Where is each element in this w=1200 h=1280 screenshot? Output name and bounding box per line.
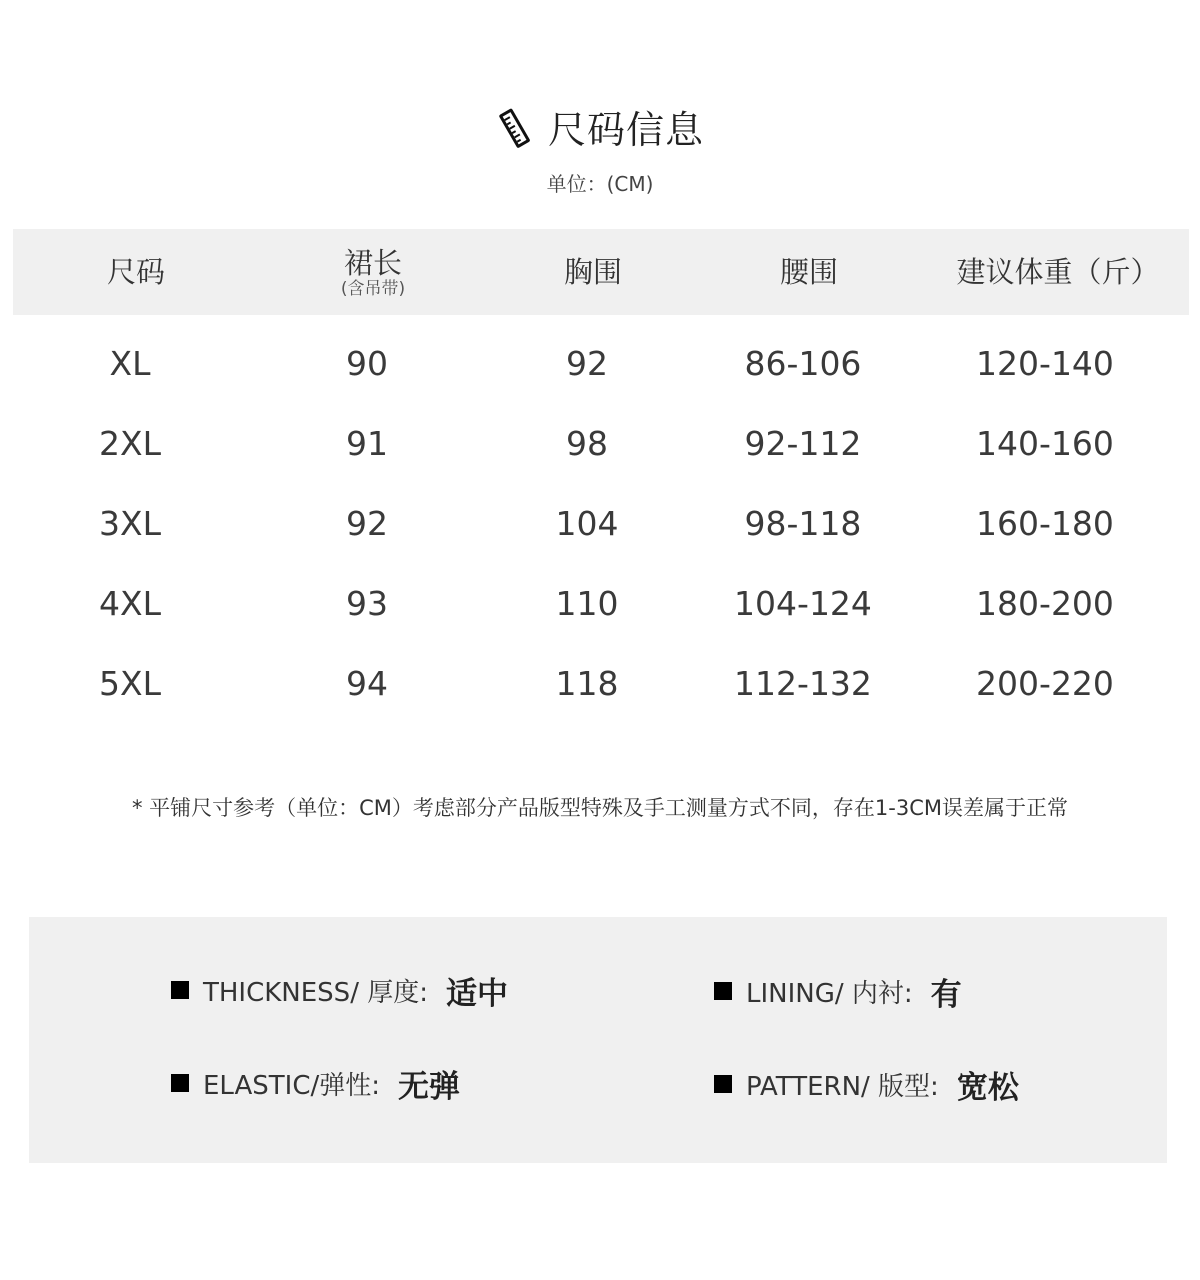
table-header <box>13 229 1189 315</box>
table-cell: 86-106 <box>744 343 862 383</box>
square-bullet-icon <box>714 1075 732 1093</box>
table-cell: 104-124 <box>734 583 872 623</box>
table-cell: 110 <box>555 583 619 623</box>
header-label: 胸围 <box>563 255 622 289</box>
property-value: 适中 <box>445 975 508 1012</box>
square-bullet-icon <box>171 981 189 999</box>
property-value: 无弹 <box>398 1068 461 1105</box>
measurement-note: * 平铺尺寸参考（单位：CM）考虑部分产品版型特殊及手工测量方式不同，存在1-3CM误差属于正常 <box>131 796 1069 820</box>
table-cell: 200-220 <box>976 663 1114 703</box>
square-bullet-icon <box>171 1074 189 1092</box>
ruler-icon <box>496 106 534 150</box>
property-label: THICKNESS/ 厚度: <box>203 977 428 1008</box>
properties-panel <box>29 917 1167 1163</box>
table-cell: 94 <box>346 663 388 703</box>
table-cell: 118 <box>555 663 619 703</box>
table-cell: 3XL <box>99 503 161 543</box>
header-label: 腰围 <box>779 255 838 289</box>
property-label: LINING/ 内衬: <box>746 978 913 1009</box>
table-row <box>0 323 1200 403</box>
header-label: 裙长 <box>343 246 402 280</box>
table-cell: 98 <box>566 423 608 463</box>
table-cell: 140-160 <box>976 423 1114 463</box>
table-cell: 91 <box>346 423 388 463</box>
table-cell: 92 <box>566 343 608 383</box>
property-lining <box>714 966 962 1016</box>
table-cell: 5XL <box>99 663 161 703</box>
property-elastic <box>171 1058 460 1108</box>
header-sublabel: (含吊带) <box>340 279 406 299</box>
table-row <box>0 643 1200 723</box>
section-title <box>0 96 1200 156</box>
header-cell-length <box>253 229 493 315</box>
table-row <box>0 483 1200 563</box>
header-cell-bust <box>473 229 713 315</box>
table-cell: 90 <box>346 343 388 383</box>
header-label: 尺码 <box>106 255 165 289</box>
table-cell: 4XL <box>99 583 161 623</box>
header-cell-weight <box>928 229 1188 315</box>
property-value: 宽松 <box>956 1069 1019 1106</box>
table-cell: XL <box>109 343 151 383</box>
header-label: 建议体重（斤） <box>956 255 1160 289</box>
unit-label: 单位：(CM) <box>546 172 654 196</box>
square-bullet-icon <box>714 982 732 1000</box>
table-cell: 180-200 <box>976 583 1114 623</box>
table-row <box>0 563 1200 643</box>
header-cell-waist <box>689 229 929 315</box>
property-pattern <box>714 1059 1019 1109</box>
table-cell: 92 <box>346 503 388 543</box>
table-cell: 120-140 <box>976 343 1114 383</box>
table-cell: 2XL <box>99 423 161 463</box>
table-cell: 92-112 <box>744 423 862 463</box>
header-cell-size <box>16 229 256 315</box>
property-thickness <box>171 965 508 1015</box>
table-row <box>0 403 1200 483</box>
table-cell: 112-132 <box>734 663 872 703</box>
property-value: 有 <box>930 976 962 1013</box>
table-cell: 160-180 <box>976 503 1114 543</box>
property-label: ELASTIC/弹性: <box>203 1070 381 1101</box>
table-cell: 93 <box>346 583 388 623</box>
property-label: PATTERN/ 版型: <box>746 1071 939 1102</box>
table-cell: 104 <box>555 503 619 543</box>
page-title: 尺码信息 <box>547 107 704 152</box>
table-cell: 98-118 <box>744 503 862 543</box>
